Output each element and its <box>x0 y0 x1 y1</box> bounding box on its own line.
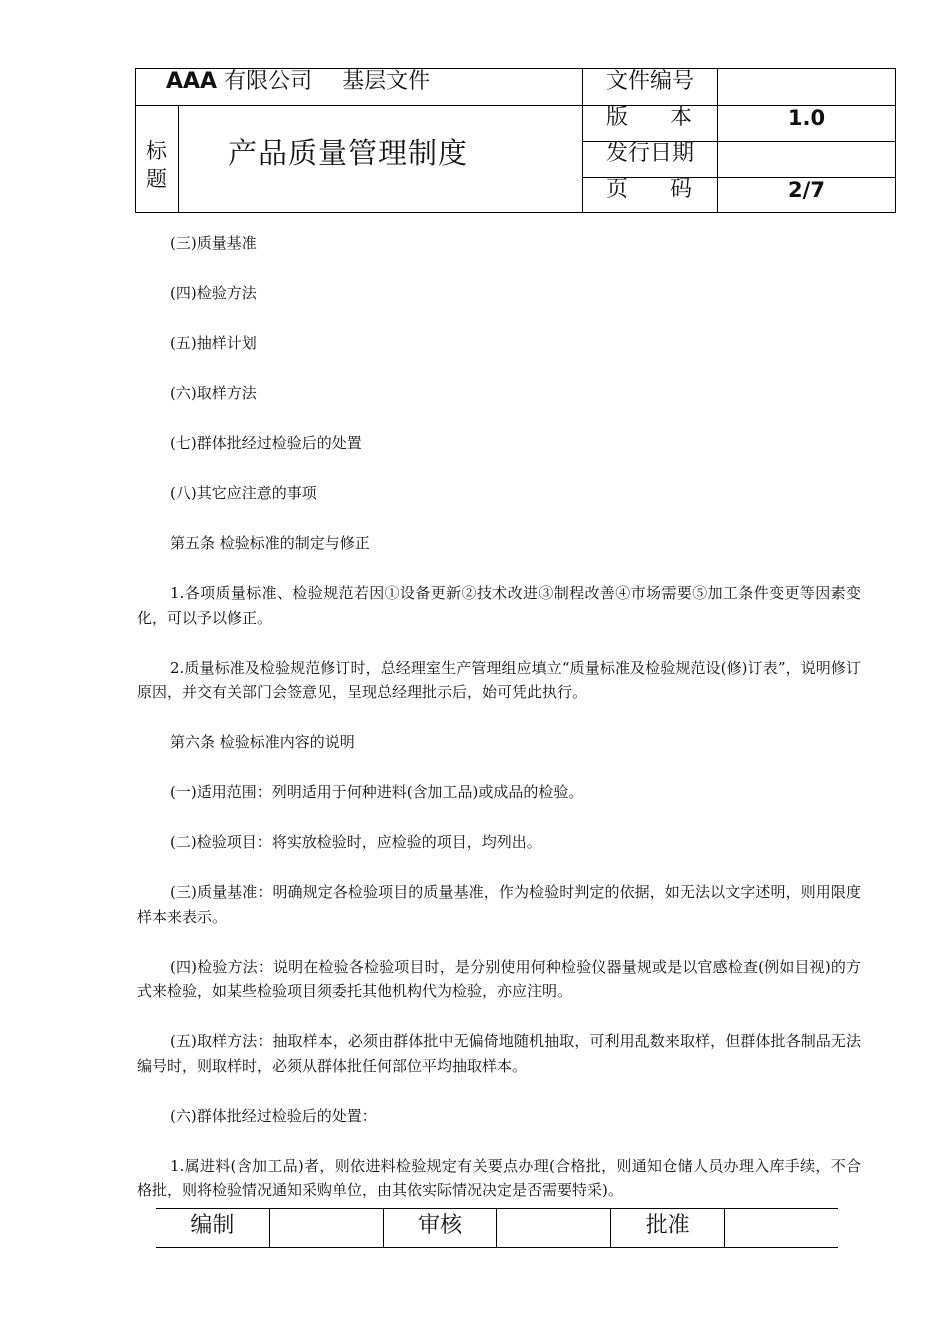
signature-field-approved <box>725 1209 838 1247</box>
field-label-doc-number: 文件编号 <box>606 69 695 94</box>
section-heading: 第五条 检验标准的制定与修正 <box>170 534 370 552</box>
signature-table <box>156 1208 838 1248</box>
company-name <box>166 69 430 105</box>
paragraph: (五)抽样计划 <box>170 334 257 352</box>
document-header-table <box>135 68 896 213</box>
header-divider <box>136 105 582 106</box>
field-label-char: 码 <box>669 177 692 202</box>
paragraph: (七)群体批经过检验后的处置 <box>170 434 362 452</box>
field-label-char: 版 <box>606 105 629 130</box>
field-label-issue-date: 发行日期 <box>606 141 695 166</box>
header-divider <box>178 105 179 212</box>
field-label-char: 页 <box>606 177 629 202</box>
company-name-suffix: 有限公司 <box>224 69 313 94</box>
paragraph: (一)适用范围：列明适用于何种进料(含加工品)或成品的检验。 <box>170 783 584 801</box>
paragraph: (五)取样方法：抽取样本，必须由群体批中无偏倚地随机抽取，可利用乱数来取样，但群体批各制品无法编号时，则取样时，必须从群体批任何部位平均抽取样本。 <box>137 1032 861 1075</box>
paragraph: (三)质量基准 <box>170 234 257 252</box>
signature-label-prepared: 编制 <box>156 1209 270 1247</box>
paragraph: (六)取样方法 <box>170 384 257 402</box>
paragraph: (六)群体批经过检验后的处置： <box>170 1106 377 1125</box>
signature-label-approved: 批准 <box>611 1209 725 1247</box>
document-body <box>137 231 861 1203</box>
paragraph: (四)检验方法 <box>170 284 257 302</box>
field-value-page: 2/7 <box>788 178 825 202</box>
section-heading: 第六条 检验标准内容的说明 <box>170 733 355 751</box>
paragraph: 1.属进料(含加工品)者，则依进料检验规定有关要点办理(合格批，则通知仓储人员办理入库手续，不合格批，则将检验情况通知采购单位，由其依实际情况决定是否需要特采)。 <box>137 1156 861 1199</box>
paragraph: 2.质量标准及检验规范修订时，总经理室生产管理组应填立“质量标准及检验规范设(修)订表”，说明修订原因，并交有关部门会签意见，呈现总经理批示后，始可凭此执行。 <box>137 658 861 701</box>
paragraph: (二)检验项目：将实放检验时，应检验的项目，均列出。 <box>170 833 542 851</box>
field-label-version <box>606 105 692 131</box>
document-level: 基层文件 <box>342 69 431 94</box>
field-label-page <box>606 177 692 203</box>
paragraph: (四)检验方法：说明在检验各检验项目时，是分别使用何种检验仪器量规或是以官感检查(例如目视)的方式来检验，如某些检验项目须委托其他机构代为检验，亦应注明。 <box>137 957 861 1000</box>
field-label-char: 本 <box>669 105 692 130</box>
paragraph: 1.各项质量标准、检验规范若因①设备更新②技术改进③制程改善④市场需要⑤加工条件变更等因素变化，可以予以修正。 <box>137 584 861 627</box>
company-name-bold: AAA <box>166 69 218 94</box>
title-label: 标题 <box>146 139 167 191</box>
paragraph: (八)其它应注意的事项 <box>170 484 317 502</box>
signature-field-prepared <box>270 1209 384 1247</box>
signature-label-reviewed: 审核 <box>384 1209 498 1247</box>
signature-field-reviewed <box>497 1209 611 1247</box>
document-title: 产品质量管理制度 <box>228 136 469 170</box>
field-value-version: 1.0 <box>787 106 826 130</box>
paragraph: (三)质量基准：明确规定各检验项目的质量基准，作为检验时判定的依据，如无法以文字述明，则用限度样本来表示。 <box>137 883 861 926</box>
